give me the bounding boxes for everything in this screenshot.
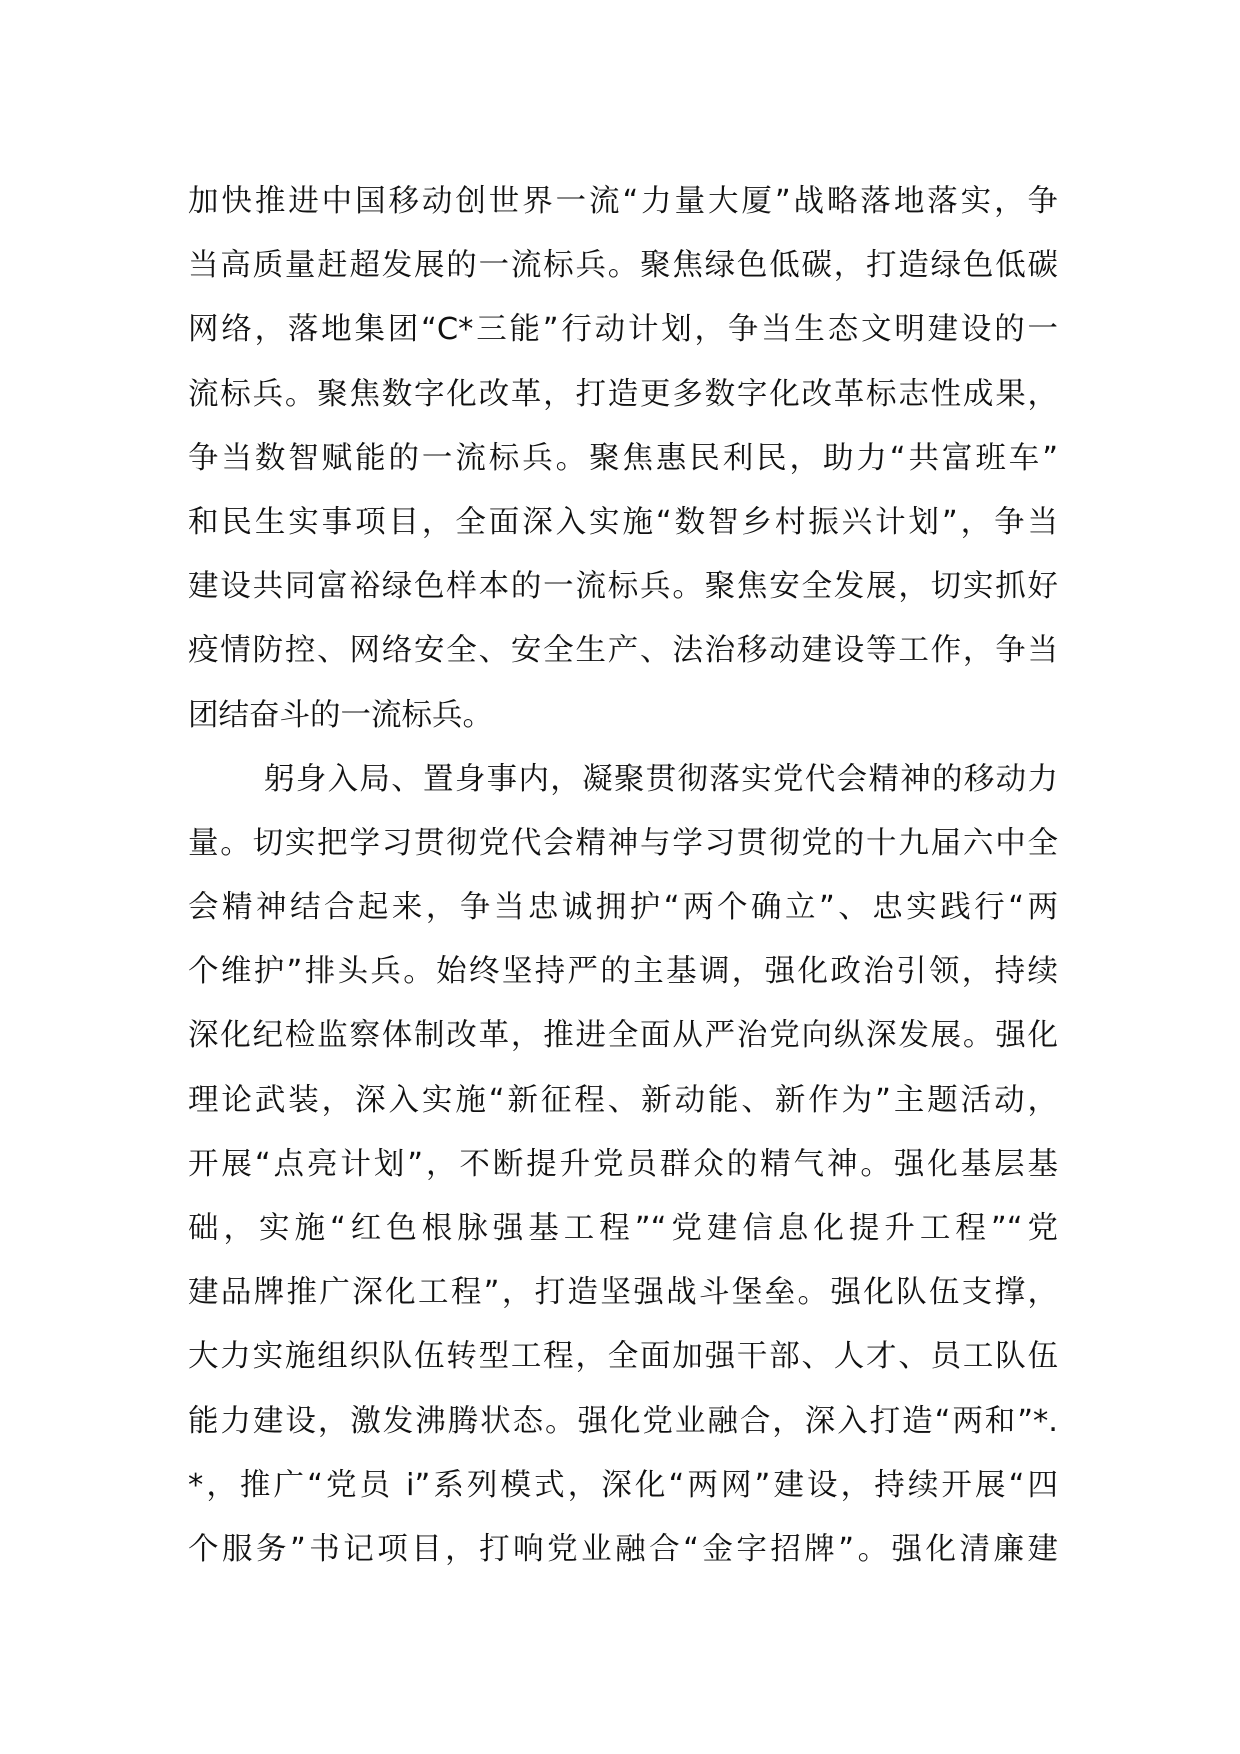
text-line: 团结奋斗的一流标兵。 [188,697,493,733]
text-line: 深化纪检监察体制改革，推进全面从严治党向纵深发展。强化 [188,1018,1058,1054]
text-line: 建设共同富裕绿色样本的一流标兵。聚焦安全发展，切实抓好 [188,569,1058,605]
body-text [188,170,1058,1582]
text-line: 个服务”书记项目，打响党业融合“金字招牌”。强化清廉建 [188,1531,1058,1567]
text-line: 个维护”排头兵。始终坚持严的主基调，强化政治引领，持续 [188,954,1058,990]
text-line: 量。切实把学习贯彻党代会精神与学习贯彻党的十九届六中全 [188,825,1058,861]
text-line: 和民生实事项目，全面深入实施“数智乡村振兴计划”，争当 [188,504,1058,540]
text-line: 会精神结合起来，争当忠诚拥护“两个确立”、忠实践行“两 [188,890,1058,926]
text-line: *，推广“党员 i”系列模式，深化“两网”建设，持续开展“四 [188,1467,1058,1503]
text-line: 当高质量赶超发展的一流标兵。聚焦绿色低碳，打造绿色低碳 [188,248,1058,284]
text-line: 建品牌推广深化工程”，打造坚强战斗堡垒。强化队伍支撑， [188,1275,1058,1311]
text-line: 开展“点亮计划”，不断提升党员群众的精气神。强化基层基 [188,1146,1058,1182]
text-line: 流标兵。聚焦数字化改革，打造更多数字化改革标志性成果， [188,376,1058,412]
text-line: 能力建设，激发沸腾状态。强化党业融合，深入打造“两和”*. [188,1403,1058,1439]
text-line: 加快推进中国移动创世界一流“力量大厦”战略落地落实，争 [188,184,1058,219]
text-line: 网络，落地集团“C*三能”行动计划，争当生态文明建设的一 [188,312,1058,348]
text-line: 躬身入局、置身事内，凝聚贯彻落实党代会精神的移动力 [264,761,1058,797]
text-line: 础，实施“红色根脉强基工程”“党建信息化提升工程”“党 [188,1211,1058,1246]
text-line: 疫情防控、网络安全、安全生产、法治移动建设等工作，争当 [188,633,1058,669]
text-line: 大力实施组织队伍转型工程，全面加强干部、人才、员工队伍 [188,1339,1058,1375]
text-line: 理论武装，深入实施“新征程、新动能、新作为”主题活动， [188,1082,1058,1118]
text-line: 争当数智赋能的一流标兵。聚焦惠民利民，助力“共富班车” [188,440,1058,476]
